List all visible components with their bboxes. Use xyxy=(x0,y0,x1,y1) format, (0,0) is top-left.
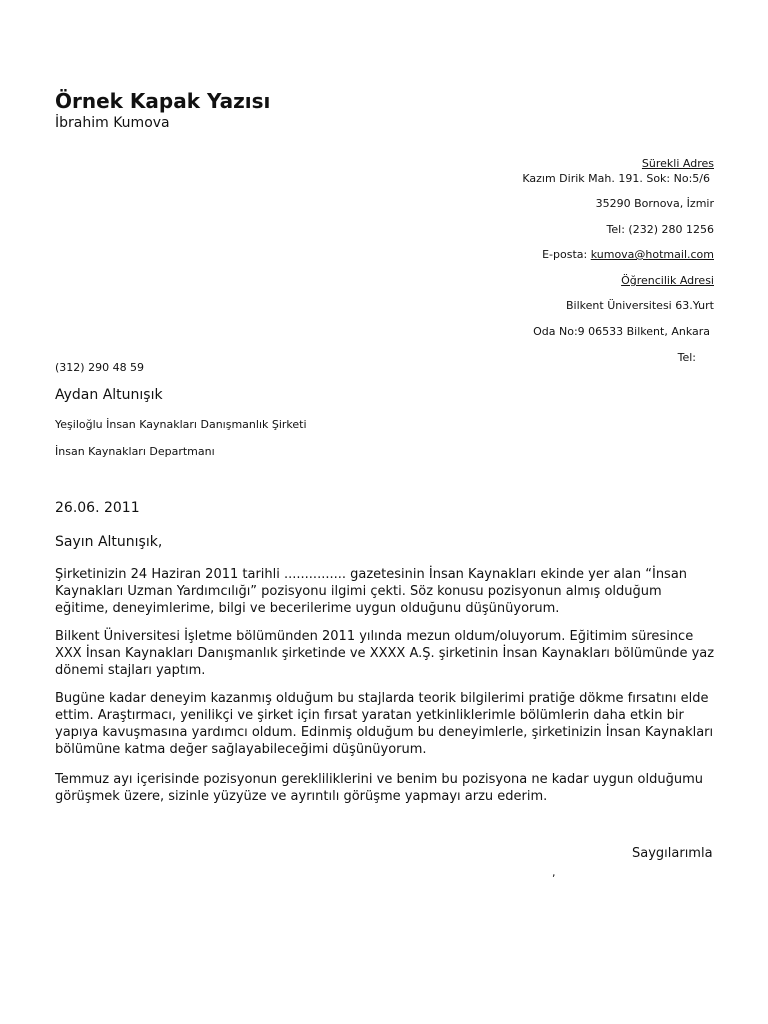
student-phone: (312) 290 48 59 xyxy=(55,361,145,374)
recipient-company: Yeşiloğlu İnsan Kaynakları Danışmanlık Şirketi xyxy=(55,418,307,431)
page-title: Örnek Kapak Yazısı xyxy=(55,89,271,113)
body-paragraph: Bilkent Üniversitesi İşletme bölümünden 2011 yılında mezun oldum/oluyorum. Eğitimim süresince XXX İnsan Kaynakları Danışmanlık şirketinde ve XXXX A.Ş. şirketinin İnsan Kaynakları bölümünde yaz dönemi stajları yaptım. xyxy=(55,629,715,678)
recipient-department: İnsan Kaynakları Departmanı xyxy=(55,445,215,458)
student-phone-label: Tel: xyxy=(677,351,696,364)
closing: Saygılarımla xyxy=(632,846,713,861)
student-address-label: Öğrencilik Adresi xyxy=(621,274,714,287)
email-label: E-posta: xyxy=(542,248,591,261)
body-paragraph: Şirketinizin 24 Haziran 2011 tarihli ............... gazetesinin İnsan Kaynakları ekinde yer alan “İnsan Kaynakları Uzman Yardımcılığı” pozisyonu ilgimi çekti. Söz konusu pozisyonun almış olduğum eğitime, deneyimlerime, bilgi ve becerilerime uygun olduğunu düşünüyorum. xyxy=(55,567,688,616)
recipient-name: Aydan Altunışık xyxy=(55,387,163,403)
salutation: Sayın Altunışık, xyxy=(55,534,163,550)
permanent-phone: Tel: (232) 280 1256 xyxy=(606,223,714,236)
permanent-address-line1: Kazım Dirik Mah. 191. Sok: No:5/6 xyxy=(522,172,710,185)
email-line xyxy=(542,248,714,261)
student-address-line2: Oda No:9 06533 Bilkent, Ankara xyxy=(533,325,710,338)
body-paragraph: Temmuz ayı içerisinde pozisyonun gerekliliklerini ve benim bu pozisyona ne kadar uygun olduğumu görüşmek üzere, sizinle yüzyüze ve ayrıntılı görüşme yapmayı arzu ederim. xyxy=(55,772,703,804)
author-name: İbrahim Kumova xyxy=(55,115,170,131)
letter-date: 26.06. 2011 xyxy=(55,500,140,516)
permanent-address-label: Sürekli Adres xyxy=(641,157,714,170)
body-paragraph: Bugüne kadar deneyim kazanmış olduğum bu stajlarda teorik bilgilerimi pratiğe dökme fırsatını elde ettim. Araştırmacı, yenilikçi ve şirket için fırsat yaratan yetkinliklerimle bölümlerin daha etkin bir yapıya kavuşmasına yardımcı oldum. Edinmiş olduğum bu deneyimlerle, şirketinizin İnsan Kaynakları bölümüne katma değer sağlayabileceğimi düşünüyorum. xyxy=(55,691,714,757)
permanent-address-line2: 35290 Bornova, İzmir xyxy=(595,197,714,210)
student-address-line1: Bilkent Üniversitesi 63.Yurt xyxy=(566,299,714,312)
email-link[interactable]: kumova@hotmail.com xyxy=(590,248,714,261)
closing-mark: , xyxy=(552,866,556,879)
